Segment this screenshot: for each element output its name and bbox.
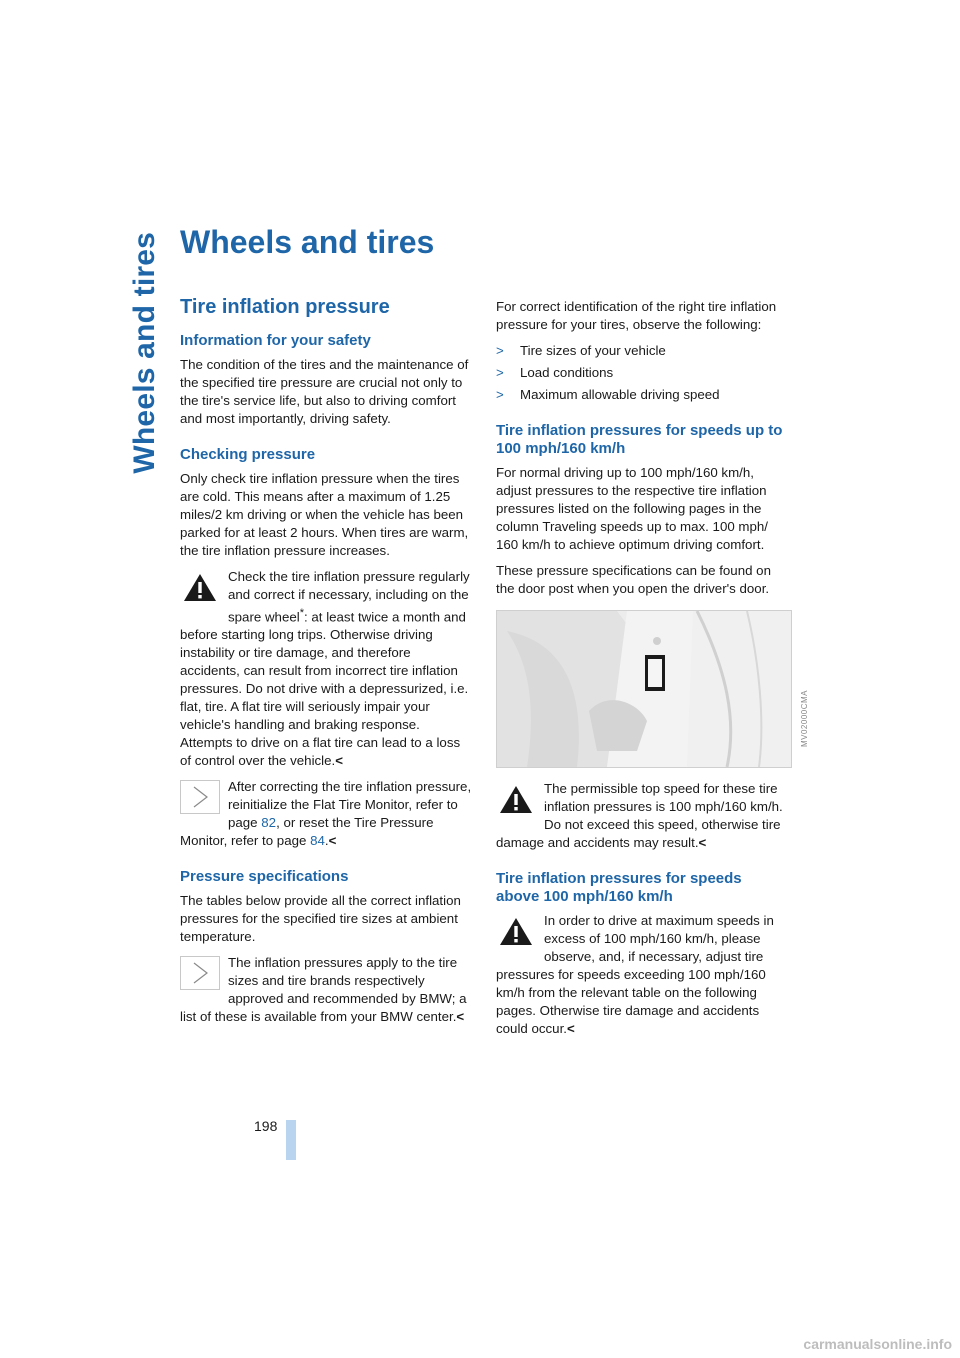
page-link-84[interactable]: 84 — [310, 833, 325, 849]
list-item: > Tire sizes of your vehicle — [496, 343, 666, 358]
checking-text: Only check tire inflation pressure when the tires are cold. This means after a maximum of 1.25 miles/2 km driving or when the vehicle has been parked for at least 2 hours. When tires are warm, the tire inflation pressure increases. — [180, 471, 469, 558]
page-marker-bar — [286, 1120, 296, 1160]
info-note-reinitialize: After correcting the tire inflation pressure, reinitialize the Flat Tire Monitor, refer to page 82, or reset the Tire Pressure Monitor, refer to page 84.< — [180, 779, 472, 849]
info-note-approved-sizes: The inflation pressures apply to the tire sizes and tire brands respectively approved and recommended by BMW; a list of these is available from your BMW center.< — [180, 955, 467, 1025]
right-column — [496, 298, 788, 1046]
note-arrow-icon — [180, 780, 220, 814]
identification-list — [496, 342, 788, 404]
photo-code: MV02000CMA — [800, 690, 809, 748]
note-arrow-icon — [180, 956, 220, 990]
up-to-100-text: For normal driving up to 100 mph/160 km/h, adjust pressures to the respective tire inflation pressures listed on the following pages in the column Traveling speeds up to max. 100 mph/ 160 km/h to achieve optimum driving comfort. — [496, 465, 768, 552]
section-title: Tire inflation pressure — [180, 296, 390, 318]
up-to-100-heading: Tire inflation pressures for speeds up to 100 mph/160 km/h — [496, 422, 783, 457]
checking-heading: Checking pressure — [180, 446, 316, 463]
safety-text: The condition of the tires and the maintenance of the specified tire pressure are crucial not only to the tire's service life, but also to driving comfort and most importantly, driving safety. — [180, 357, 469, 426]
warning-triangle-icon — [496, 914, 536, 948]
end-mark: < — [456, 1009, 465, 1025]
warning-note-top-speed: The permissible top speed for these tire inflation pressures is 100 mph/160 km/h. Do not exceed this speed, otherwise tire damage and accidents may result.< — [496, 781, 783, 850]
optional-equipment-star: * — [299, 607, 305, 619]
left-column — [180, 294, 472, 1034]
specs-heading: Pressure specifications — [180, 868, 349, 886]
warning-note-spare-wheel: Check the tire inflation pressure regularly and correct if necessary, including on the spare wheel*: at least twice a month and before starting long trips. Otherwise driving instability or tire damage, and therefore accidents, can result from incorrect tire inflation pressures. Do not drive with a depressurized, i.e. flat, tire. A flat tire will seriously impair your vehicle's handling and braking response. Attempts to drive on a flat tire can lead to a loss of control over the vehicle.< — [180, 569, 470, 769]
end-mark: < — [328, 833, 337, 849]
page-link-82[interactable]: 82 — [261, 815, 277, 831]
page-number: 198 — [254, 1118, 278, 1134]
door-post-photo — [496, 610, 792, 768]
end-mark: < — [698, 835, 707, 850]
safety-heading: Information for your safety — [180, 332, 371, 349]
side-chapter-tab: Wheels and tires — [128, 232, 161, 474]
above-100-heading: Tire inflation pressures for speeds above 100 mph/160 km/h — [496, 870, 742, 905]
identification-intro: For correct identification of the right tire inflation pressure for your tires, observe the following: — [496, 299, 777, 332]
door-post-text: These pressure specifications can be found on the door post when you open the driver's door. — [496, 563, 771, 596]
list-item: > Maximum allowable driving speed — [496, 387, 720, 402]
warning-triangle-icon — [180, 570, 220, 604]
warning-note-high-speed: In order to drive at maximum speeds in excess of 100 mph/160 km/h, please observe, and, if necessary, adjust tire pressures for speeds exceeding 100 mph/160 km/h from the relevant table on the following pages. Otherwise tire damage and accidents could occur.< — [496, 913, 774, 1036]
warning-triangle-icon — [496, 782, 536, 816]
page-title: Wheels and tires — [180, 224, 435, 260]
list-item: > Load conditions — [496, 365, 614, 380]
watermark: carmanualsonline.info — [803, 1336, 952, 1352]
end-mark: < — [566, 1021, 575, 1036]
specs-text: The tables below provide all the correct inflation pressures for the specified tire sizes at ambient temperature. — [180, 893, 461, 945]
end-mark: < — [335, 753, 343, 769]
